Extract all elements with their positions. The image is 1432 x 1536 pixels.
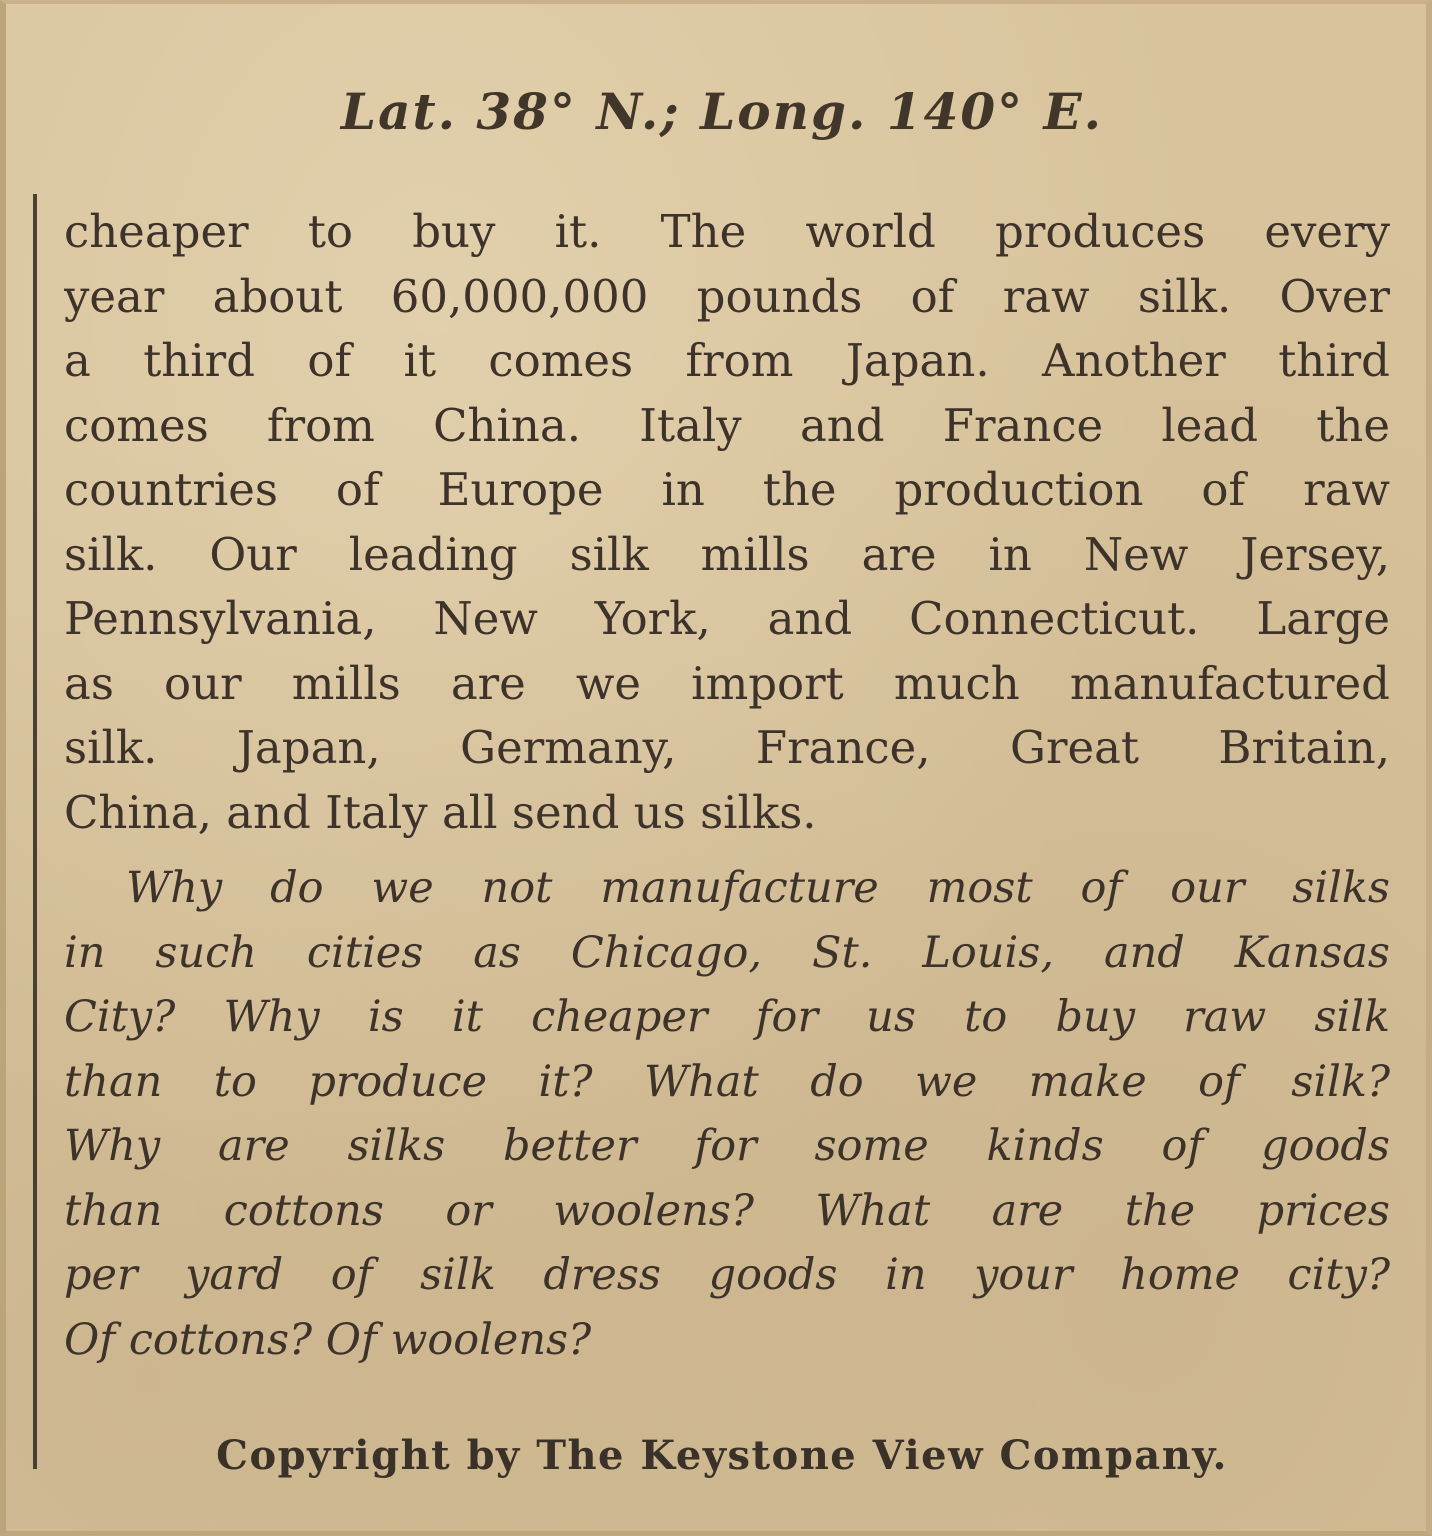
body-line: a third of it comes from Japan. Another third bbox=[64, 334, 1390, 387]
question-line: Of cottons? Of woolens? bbox=[64, 1314, 592, 1365]
copyright-notice: Copyright by The Keystone View Company. bbox=[216, 1432, 1228, 1479]
question-line: Why do we not manufacture most of our silks bbox=[126, 863, 1390, 913]
question-line: per yard of silk dress goods in your home city? bbox=[64, 1250, 1390, 1300]
question-line: than cottons or woolens? What are the prices bbox=[64, 1185, 1390, 1236]
body-line: comes from China. Italy and France lead the bbox=[64, 398, 1390, 452]
question-line: in such cities as Chicago, St. Louis, and Kansas bbox=[64, 927, 1390, 978]
questions-paragraph bbox=[64, 856, 1390, 1372]
coordinates-heading: Lat. 38° N.; Long. 140° E. bbox=[340, 82, 1104, 141]
body-line: silk. Our leading silk mills are in New Jersey, bbox=[64, 527, 1390, 581]
question-line: City? Why is it cheaper for us to buy raw silk bbox=[64, 992, 1390, 1042]
body-line: countries of Europe in the production of raw bbox=[64, 463, 1390, 516]
body-line: China, and Italy all send us silks. bbox=[64, 785, 817, 839]
question-line: Why are silks better for some kinds of goods bbox=[64, 1121, 1390, 1171]
body-paragraph bbox=[64, 200, 1390, 845]
question-line: than to produce it? What do we make of silk? bbox=[64, 1056, 1390, 1107]
body-line: silk. Japan, Germany, France, Great Britain, bbox=[64, 721, 1390, 774]
margin-rule bbox=[33, 194, 37, 1469]
body-line: cheaper to buy it. The world produces every bbox=[64, 205, 1390, 258]
body-line: year about 60,000,000 pounds of raw silk. Over bbox=[64, 269, 1390, 323]
body-line: Pennsylvania, New York, and Connecticut. Large bbox=[64, 592, 1390, 645]
body-line: as our mills are we import much manufactured bbox=[64, 656, 1390, 710]
